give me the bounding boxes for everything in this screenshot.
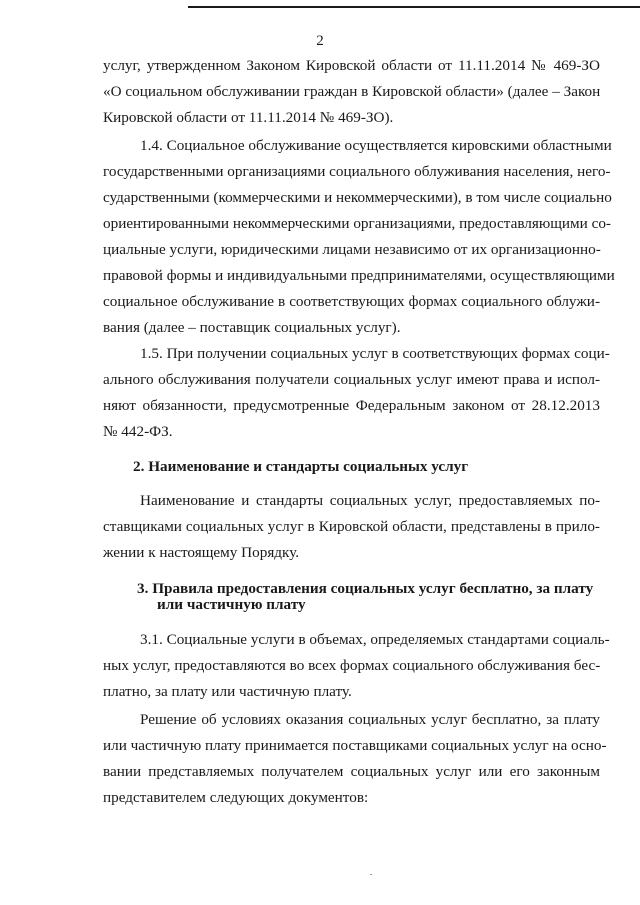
text-line: жении к настоящему Порядку. — [103, 544, 300, 561]
text-line: Кировской области от 11.11.2014 № 469-ЗО). — [103, 109, 394, 126]
text-line: 1.5. При получении социальных услуг в соответствующих формах соци- — [140, 345, 610, 362]
text-line: или частичную плату принимается поставщиками социальных услуг на осно- — [103, 737, 607, 754]
scan-speck — [370, 874, 372, 875]
section-heading-2: 2. Наименование и стандарты социальных услуг — [133, 458, 469, 475]
top-rule — [188, 6, 640, 8]
text-line: ориентированными некоммерческими организациями, предоставляющими со- — [103, 215, 611, 232]
text-line: няют обязанности, предусмотренные Федеральным законом от 28.12.2013 — [103, 397, 600, 414]
text-line: Наименование и стандарты социальных услуг, предоставляемых по- — [140, 492, 600, 509]
text-line: ных услуг, предоставляются во всех формах социального обслуживания бес- — [103, 657, 601, 674]
text-line: Решение об условиях оказания социальных услуг бесплатно, за плату — [140, 711, 600, 728]
heading-line: 3. Правила предоставления социальных услуг бесплатно, за плату — [137, 580, 594, 597]
text-line: «О социальном обслуживании граждан в Кировской области» (далее – Закон — [103, 83, 601, 100]
text-line: циальные услуги, юридическими лицами независимо от их организационно- — [103, 241, 601, 258]
text-line: социальное обслуживание в соответствующих формах социального облужи- — [103, 293, 600, 310]
text-line: вании представляемых получателем социальных услуг или его законным — [103, 763, 600, 780]
text-line: сударственными (коммерческими и некоммерческими), в том числе социально — [103, 189, 612, 206]
heading-line: или частичную плату — [157, 596, 306, 613]
text-line: ставщиками социальных услуг в Кировской области, представлены в прило- — [103, 518, 600, 535]
text-line: вания (далее – поставщик социальных услуг). — [103, 319, 401, 336]
text-line: правовой формы и индивидуальными предпринимателями, осуществляющими — [103, 267, 615, 284]
text-line: государственными организациями социального облуживания населения, него- — [103, 163, 611, 180]
page-number: 2 — [316, 33, 324, 49]
text-line: услуг, утвержденном Законом Кировской области от 11.11.2014 № 469-ЗО — [103, 57, 600, 74]
text-line: платно, за плату или частичную плату. — [103, 683, 352, 700]
text-line: 3.1. Социальные услуги в объемах, определяемых стандартами социаль- — [140, 631, 610, 648]
text-line: № 442-ФЗ. — [103, 423, 173, 440]
text-line: 1.4. Социальное обслуживание осуществляется кировскими областными — [140, 137, 612, 154]
text-line: ального обслуживания получатели социальных услуг имеют права и испол- — [103, 371, 600, 388]
text-line: представителем следующих документов: — [103, 789, 369, 806]
